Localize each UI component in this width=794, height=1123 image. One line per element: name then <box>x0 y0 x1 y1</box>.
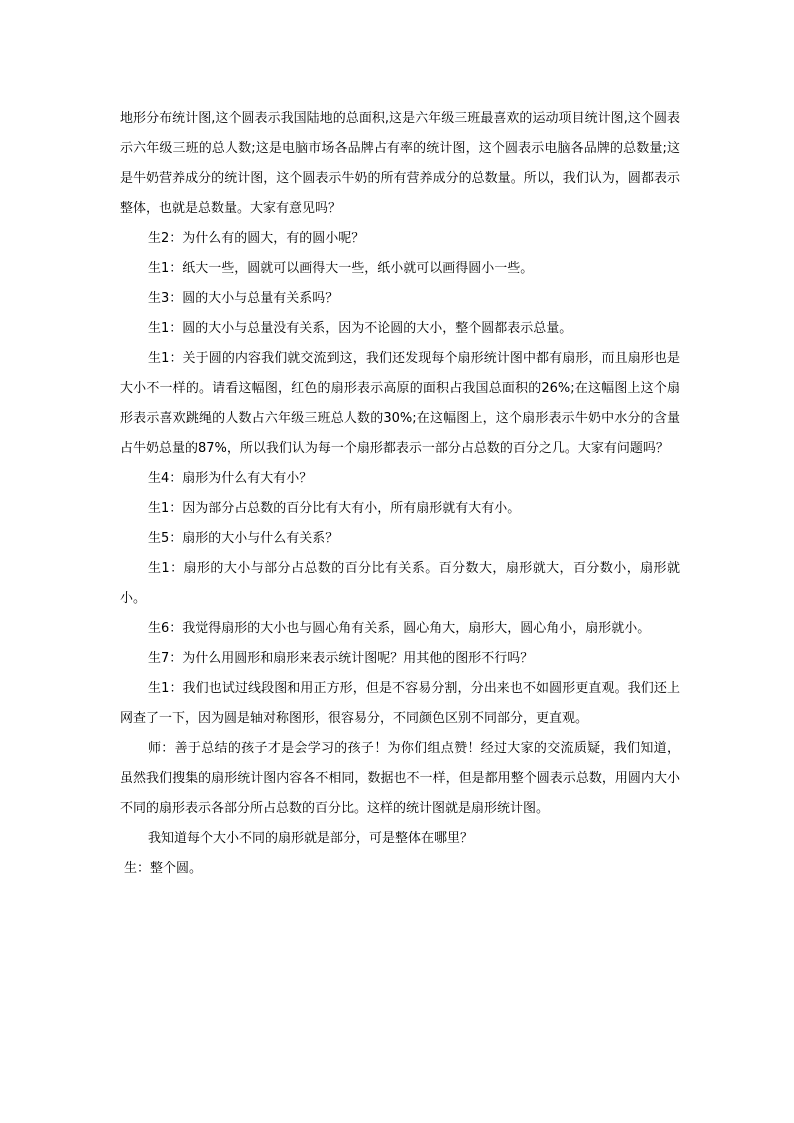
document-body <box>120 104 680 884</box>
paragraph-14: 师：善于总结的孩子才是会学习的孩子！为你们组点赞！经过大家的交流质疑，我们知道，虽然我们搜集的扇形统计图内容各不相同，数据也不一样，但是都用整个圆表示总数，用圆内大小不同的扇形表示各部分所占总数的百分比。这样的统计图就是扇形统计图。 <box>120 741 680 816</box>
paragraph-16: 生：整个圆。 <box>124 861 203 876</box>
paragraph-5: 生1：圆的大小与总量没有关系，因为不论圆的大小，整个圆都表示总量。 <box>148 321 573 336</box>
paragraph-15: 我知道每个大小不同的扇形就是部分，可是整体在哪里？ <box>148 831 474 846</box>
paragraph-3: 生1：纸大一些，圆就可以画得大一些，纸小就可以画得圆小一些。 <box>148 261 534 276</box>
paragraph-11: 生6：我觉得扇形的大小也与圆心角有关系，圆心角大，扇形大，圆心角小，扇形就小。 <box>148 621 651 636</box>
paragraph-8: 生1：因为部分占总数的百分比有大有小，所有扇形就有大有小。 <box>148 501 521 516</box>
paragraph-9: 生5：扇形的大小与什么有关系？ <box>148 531 339 546</box>
paragraph-13: 生1：我们也试过线段图和用正方形，但是不容易分割，分出来也不如圆形更直观。我们还上网查了一下，因为圆是轴对称图形，很容易分，不同颜色区别不同部分，更直观。 <box>120 681 680 726</box>
paragraph-6: 生1：关于圆的内容我们就交流到这，我们还发现每个扇形统计图中都有扇形，而且扇形也是大小不一样的。请看这幅图，红色的扇形表示高原的面积占我国总面积的26%;在这幅图上这个扇形表示喜欢跳绳的人数占六年级三班总人数的30%;在这幅图上，这个扇形表示牛奶中水分的含量占牛奶总量的87%，所以我们认为每一个扇形都表示一部分占总数的百分之几。大家有问题吗？ <box>120 351 680 456</box>
paragraph-2: 生2：为什么有的圆大，有的圆小呢？ <box>148 231 365 246</box>
paragraph-1: 地形分布统计图,这个圆表示我国陆地的总面积,这是六年级三班最喜欢的运动项目统计图,这个圆表示六年级三班的总人数;这是电脑市场各品牌占有率的统计图，这个圆表示电脑各品牌的总数量;这是牛奶营养成分的统计图，这个圆表示牛奶的所有营养成分的总数量。所以，我们认为，圆都表示整体，也就是总数量。大家有意见吗？ <box>120 111 680 216</box>
paragraph-12: 生7：为什么用圆形和扇形来表示统计图呢？用其他的图形不行吗？ <box>148 651 534 666</box>
paragraph-4: 生3：圆的大小与总量有关系吗？ <box>148 291 339 306</box>
paragraph-10: 生1：扇形的大小与部分占总数的百分比有关系。百分数大，扇形就大，百分数小，扇形就小。 <box>120 561 680 606</box>
paragraph-7: 生4：扇形为什么有大有小？ <box>148 471 313 486</box>
